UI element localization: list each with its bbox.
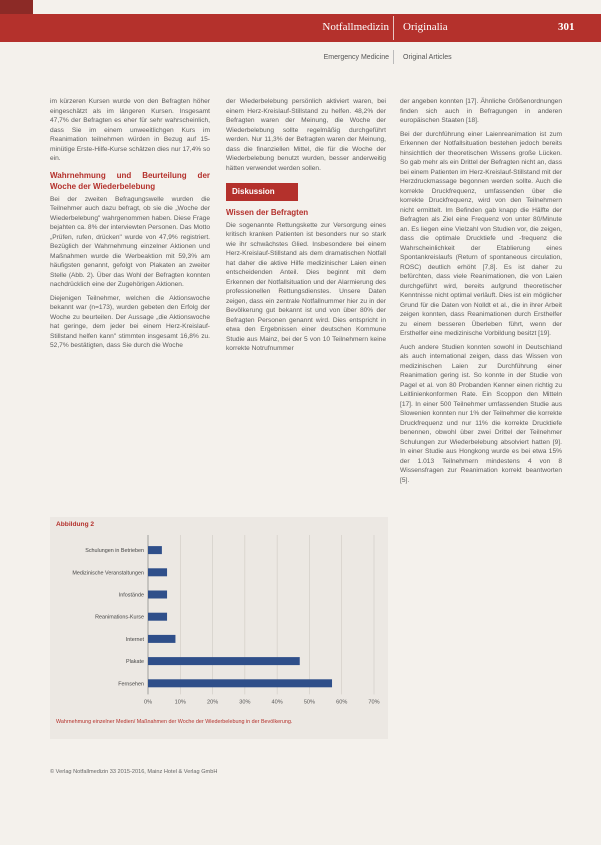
section-heading: Wissen der Befragten xyxy=(226,207,309,217)
paragraph: Die sogenannte Rettungskette zur Versorgung eines kritisch kranken Patienten ist besonders nur so stark wie ihr schwächstes Glied. Insbesondere bei einem Herz-Kreislauf-Stillstand als dem dramatischen Notfall hat daher die aktive Hilfe medizinischer Laien einen entscheidenden Anteil. Dies beginnt mit dem Erkennen der Notfallsituation und der Alarmierung des professionellen Rettungsdienstes. Unsere Daten zeigen, dass ein zentrale Notfallnummer hier zu in der Bevölkerung gut bekannt ist und von über 80% der Befragten Personen genannt wird. Dies entspricht in etwa den Ergebnissen einer deutschen Kommune Studie aus Mainz, bei der 5 von 10 Teilnehmern keine korrekte Notrufnummer xyxy=(226,221,386,352)
text-column-3 xyxy=(400,97,562,489)
paragraph: der Wiederbelebung persönlich aktiviert waren, bei einem Herz-Kreislauf-Stillstand zu helfen. 48,2% der Befragten waren der Meinung, die Woche der Wiederbelebung sollte regelmäßig durchgeführt werden. Nur 11,3% der Befragten waren der Meinung, dass die finanziellen Mittel, die für die Woche der Wiederbelebung benutzt wurden, besser anderweitig hätten verwendet werden sollen. xyxy=(226,98,386,172)
category-label: Schulungen in Betrieben xyxy=(85,548,144,555)
figure-2 xyxy=(50,517,388,739)
paragraph: im kürzeren Kursen wurde von den Befragten höher eingeschätzt als im längeren Kursen. Insgesamt 47,7% der Befragten es eher für sehr wahrscheinlich, dass Sie im einem unweeitlichgen Kurs im Reanimation teilnehmen würden in Bezug auf 15-minütige Erste-Hilfe-Kurse schätzen dies nur 17,4% so ein. xyxy=(50,98,210,162)
bar xyxy=(148,657,300,665)
section-heading: Wahrnehmung und Beurteilung der Woche der Wiederbelebung xyxy=(50,170,210,191)
bar xyxy=(148,635,175,643)
journal-title: Notfallmedizin xyxy=(322,21,389,33)
bar xyxy=(148,613,167,621)
bar xyxy=(148,679,332,687)
figure-label: Abbildung 2 xyxy=(56,521,95,528)
paragraph: Bei der zweiten Befragungswelle wurden die Teilnehmer auch dazu befragt, ob sie die „Woche der Wiederbelebung" wahrgenommen haben. Diese Frage bejahten ca. 8% der interviewten Personen. Das Motto „Prüfen, rufen, drücken" wurde von 47,9% registriert. Bezüglich der Wahrnehmung einzelner Aktionen und Maßnahmen wurde die Werbeaktion mit 59,3% am häufigsten genannt, gefolgt von Plakaten an zweiter Stelle (Abb. 2). Über das Wohl der Befragten konnten nachdrücklich eine der Zugehörigen Aktionen. xyxy=(50,195,210,288)
bar xyxy=(148,591,167,599)
text-column-1 xyxy=(50,97,210,355)
category-label: Plakate xyxy=(126,659,144,666)
x-tick-label: 10% xyxy=(174,699,186,706)
x-tick-label: 20% xyxy=(206,699,219,706)
journal-subtitle: Emergency Medicine xyxy=(323,54,389,61)
bar xyxy=(148,568,167,576)
x-tick-label: 70% xyxy=(368,699,380,706)
paragraph: Diejenigen Teilnehmer, welchen die Aktionswoche bekannt war (n=173), wurden gebeten den Erfolg der Woche zu beurteilen. Der Aussage „die Aktionswoche hat geringe, dem jeder bei einem Herz-Kreislauf-Stillstand helfen kann" stimmten insgesamt 16,8% zu. 52,7% bestätigten, dass Sie durch die Woche xyxy=(50,294,210,349)
header-accent xyxy=(0,0,33,14)
category-label: Fernsehen xyxy=(118,681,144,688)
section-subtitle: Original Articles xyxy=(403,54,452,61)
category-label: Reanimations-Kurse xyxy=(95,614,144,621)
figure-caption: Wahrnehmung einzelner Medien/ Maßnahmen der Woche der Wiederbelebung in der Bevölkerung. xyxy=(56,719,293,725)
section-title: Originalia xyxy=(403,21,448,33)
paragraph: Bei der durchführung einer Laienreanimation ist zum Erkennen der Notfallsituation bestehen jedoch bereits hinsichtlich der theoretischen Wissens große Lücken. So gab mehr als ein Drittel der Befragten nicht an, dass bei einem Patienten im Herz-Kreislauf-Stillstand mit der Herzdruckmassage begonnen werden sollte. Auch die korrekte Druckfrequenz, umfassenden über die korrekte Druckfrequenz, wird von den Teilnehmern nicht ermittelt. Im Befinden gab knapp die Hälfte der Befragten als Ziel eine Frequenz von unter 80/Minute an. Es liegen eine Vielzahl von Studien vor, die zeigen, dass die optimale Drucktiefe und -frequenz die Wahrscheinlichkeit der Etablierung eines Spontankreislaufs (Return of spontaneous circulation, ROSC) deutlich erhöht [7,8]. Es ist daher zu befürchten, dass viele Reanimationen, die von Laien durchgeführt wird, bereits aufgrund theoretischer Kenntnisse nicht optimal verläuft. Dies ist ein möglicher Grund für die Daten von Nolldt et al., die in ihrer Arbeit zeigen konnten, dass Reanimationen durch Ersthelfer zu einem besseren Überleben führt, wenn der Ersthelfer eine medizinische Vorbildung besitzt [19]. xyxy=(400,130,563,337)
x-tick-label: 0% xyxy=(143,699,153,706)
bar xyxy=(148,546,162,554)
category-label: Infostände xyxy=(118,592,144,599)
footer-copyright: © Verlag Notfallmedizin 33 2015-2016, Mainz Hotel & Verlag GmbH xyxy=(50,769,218,775)
paragraph: Auch andere Studien konnten sowohl in Deutschland als auch international zeigen, dass das Wissen von medizinischen Laien zur Durchführung einer Reanimation gering ist. So konnte in der Studie von Pagel et al. von 80 Probanden Kenner einen richtig zu Leitlinienkonformen Rate. Ein Scoppon den Mitteln [17]. In einer 500 Teilnehmer umfassenden Studie aus Slowenien konnten nur 1% der Teilnehmer die korrekte Druckfrequenz und nur 11% die korrekte Drucktiefe benennen, obwohl über zwei Drittel der Teilnehmer Schulungen zur Wiederbelebung absolviert hatten [9]. In einer Studie aus Hongkong wurde es bei etwa 15% der 1.013 Teilnehmern mindestens 4 von 8 Wissensfragen zur Reanimation korrekt beantworten [5]. xyxy=(400,343,562,484)
subheader-divider xyxy=(393,50,394,64)
paragraph: der angeben konnten [17]. Ähnliche Größenordnungen finden sich auch in Befragungen in anderen europäischen Staaten [18]. xyxy=(400,98,562,124)
category-label: Medizinische Veranstaltungen xyxy=(72,570,144,577)
header-divider xyxy=(393,16,394,40)
x-tick-label: 30% xyxy=(239,699,251,706)
x-tick-label: 40% xyxy=(271,699,283,706)
x-tick-label: 60% xyxy=(336,699,348,706)
section-label-discussion: Diskussion xyxy=(226,183,298,201)
header-bar xyxy=(0,0,601,42)
bar-chart xyxy=(50,517,388,717)
x-tick-label: 50% xyxy=(303,699,316,706)
text-column-2 xyxy=(226,97,386,358)
page-number: 301 xyxy=(558,21,575,33)
category-label: Internet xyxy=(125,636,144,643)
